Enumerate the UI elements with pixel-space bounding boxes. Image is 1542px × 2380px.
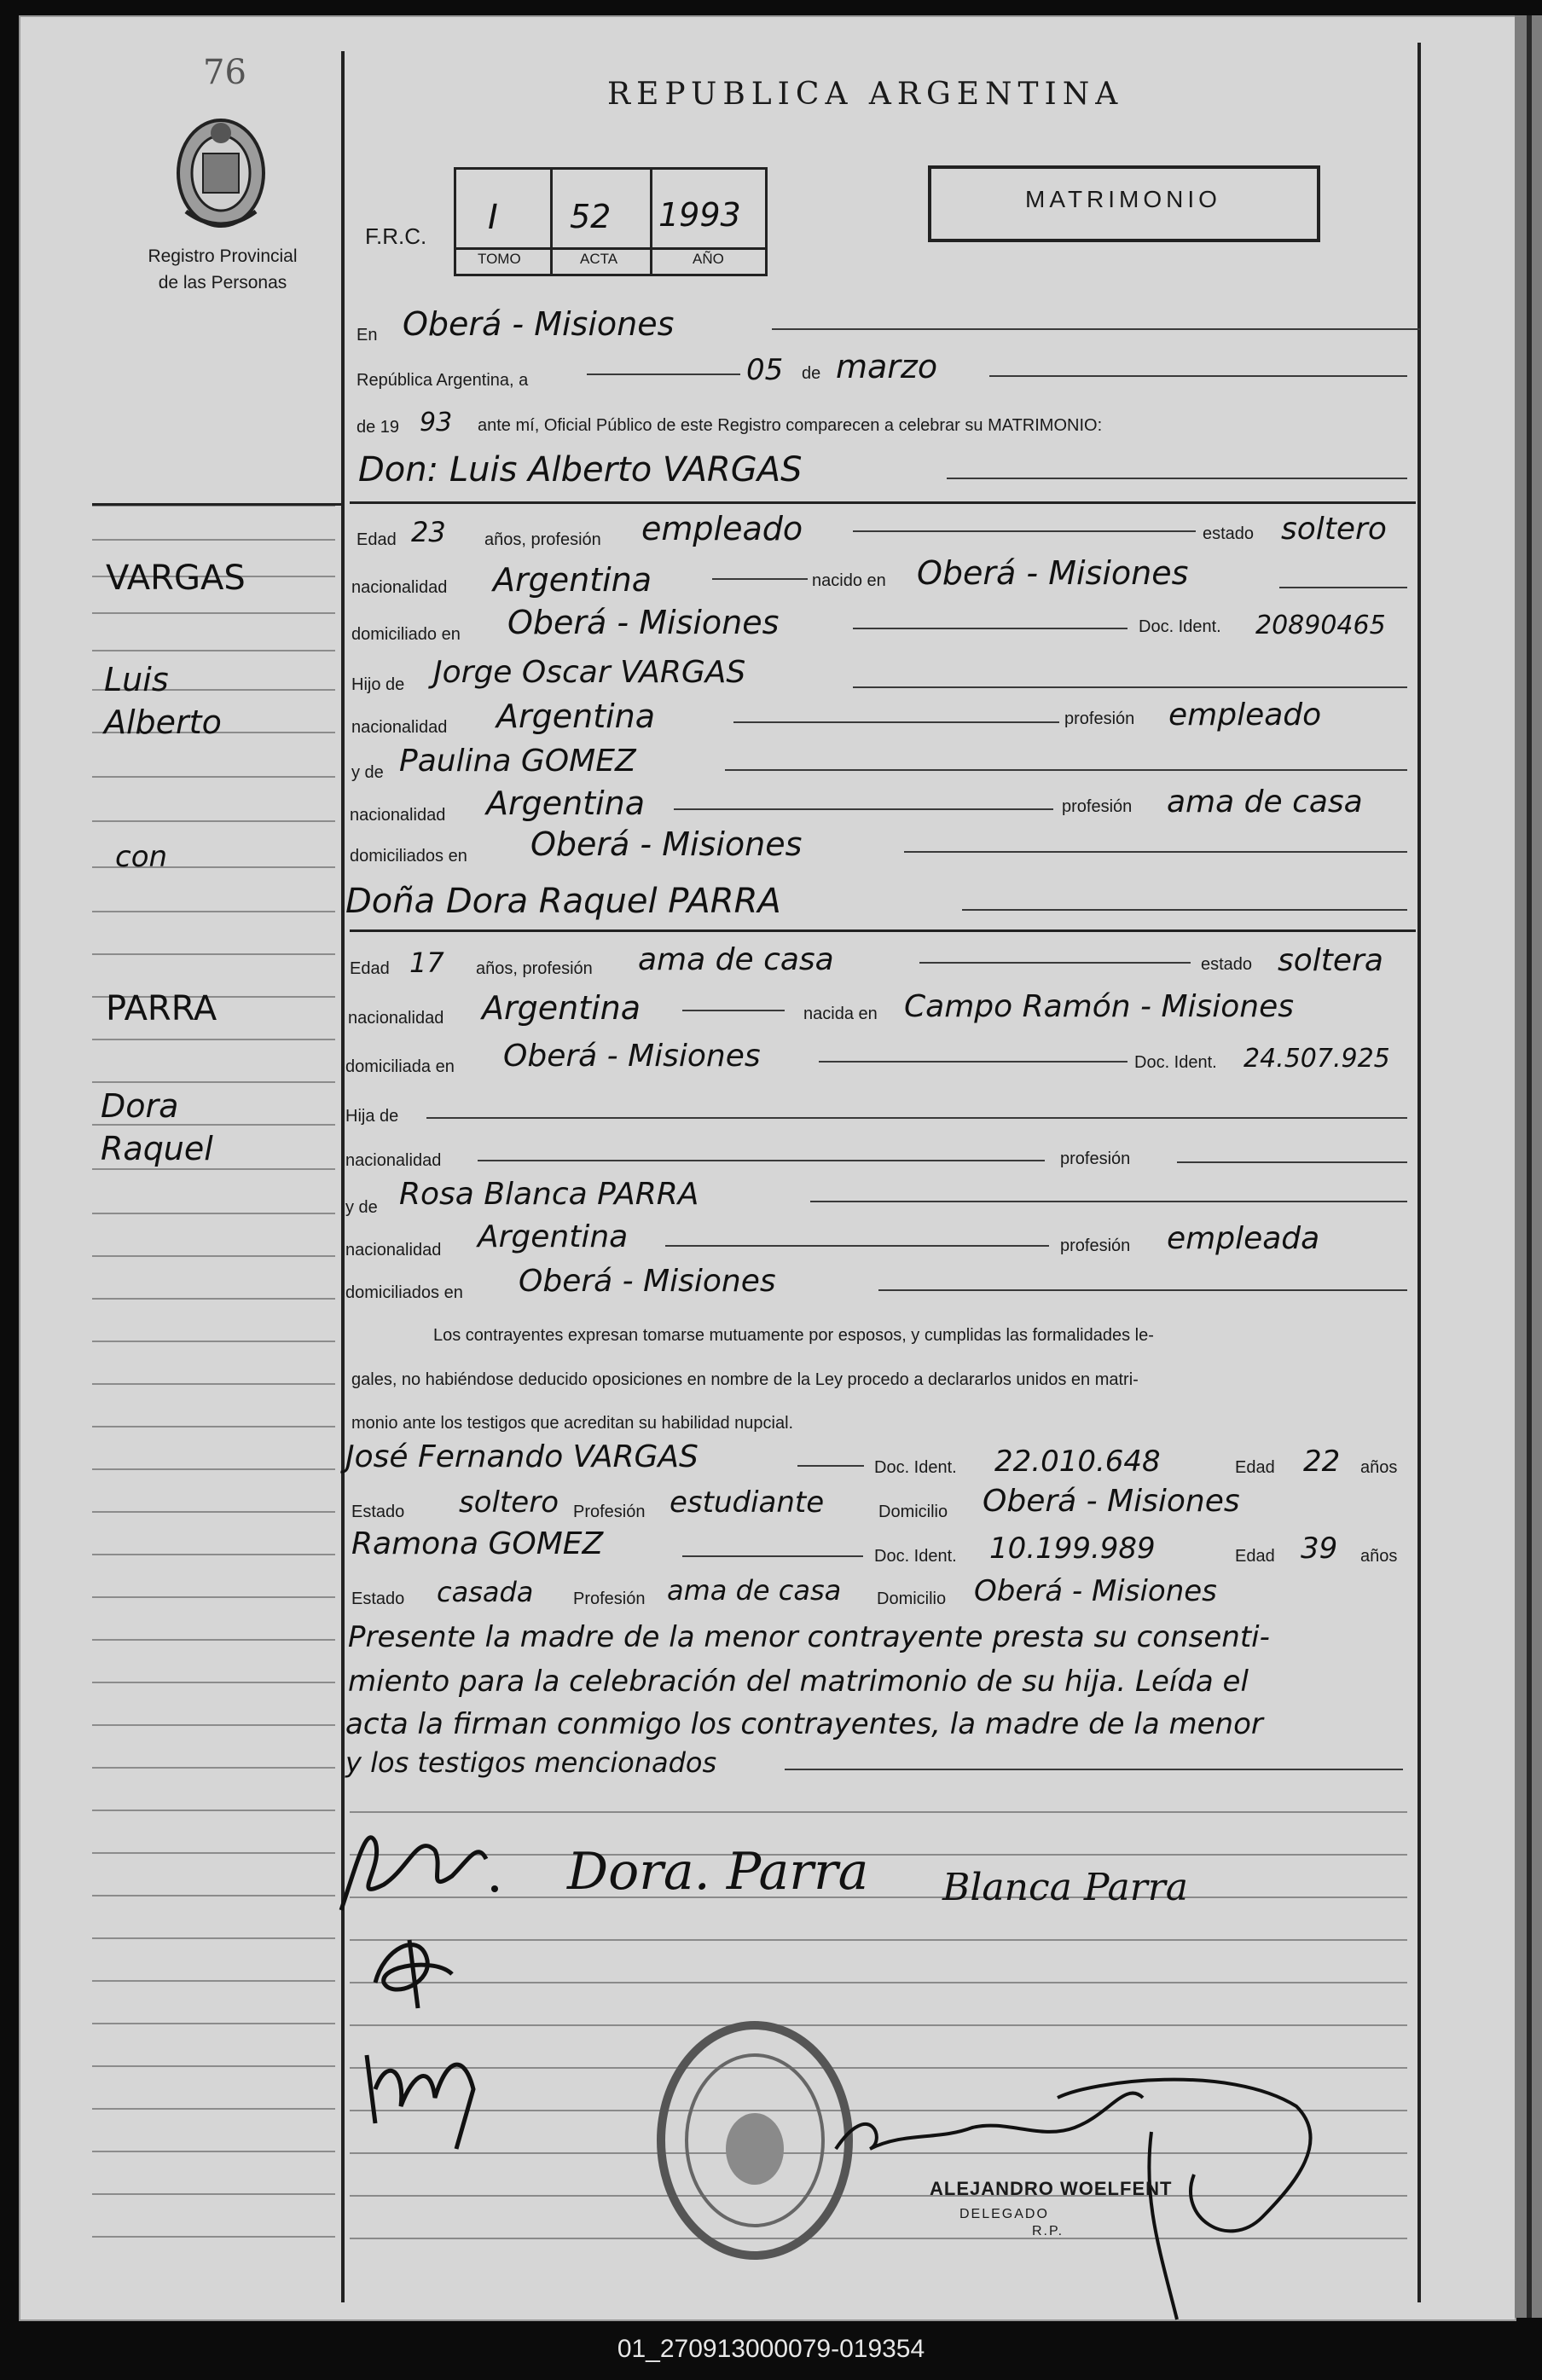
groom-parents-domicile: Oberá - Misiones: [530, 825, 803, 863]
margin-groom-given-2: Alberto: [104, 704, 222, 741]
notes-line-1: Presente la madre de la menor contrayente presta su consenti-: [348, 1620, 1270, 1654]
bride-marital-status: soltera: [1278, 943, 1383, 978]
bride-doc-label: Doc. Ident.: [1134, 1053, 1217, 1072]
groom-yde-label: y de: [351, 763, 384, 782]
bride-profession: ama de casa: [638, 942, 834, 977]
witness-2-doc: 10.199.989: [989, 1532, 1156, 1566]
witness-1-domicilio-label: Domicilio: [878, 1503, 948, 1521]
bride-hija-label: Hija de: [345, 1107, 399, 1126]
book-spine-edge: [1527, 15, 1532, 2318]
republica-label: República Argentina, a: [357, 371, 529, 390]
mother-signature: Blanca Parra: [942, 1866, 1188, 1909]
margin-header-line: [92, 503, 341, 506]
margin-groom-surname: VARGAS: [106, 559, 246, 598]
left-frame-line: [341, 51, 345, 2302]
groom-mother-nat-label: nacionalidad: [350, 806, 446, 825]
groom-nacionalidad-label: nacionalidad: [351, 578, 448, 597]
bride-nacida-label: nacida en: [803, 1005, 878, 1023]
witness-1-age: 22: [1303, 1445, 1341, 1479]
witness-1-doc-label: Doc. Ident.: [874, 1458, 957, 1477]
bride-signature: Dora. Parra: [567, 1842, 869, 1902]
bride-domiciliados-label: domiciliados en: [345, 1283, 463, 1302]
groom-profession: empleado: [641, 510, 803, 547]
groom-mother-nationality: Argentina: [486, 785, 646, 822]
intro-text: ante mí, Oficial Público de este Registro comparecen a celebrar su MATRIMONIO:: [478, 416, 1103, 435]
date-day: 05: [746, 353, 784, 387]
groom-domiciliados-label: domiciliados en: [350, 847, 467, 866]
margin-bride-given-1: Dora: [101, 1087, 179, 1125]
en-label: En: [357, 326, 378, 345]
groom-nacido-label: nacido en: [812, 571, 886, 590]
witness-2-profesion: ama de casa: [667, 1574, 842, 1607]
groom-doc-number: 20890465: [1255, 611, 1386, 640]
image-code: 01_270913000079-019354: [617, 2335, 925, 2363]
groom-domicilio-label: domiciliado en: [351, 625, 461, 644]
bride-yde-label: y de: [345, 1198, 378, 1217]
groom-marital-status: soltero: [1281, 512, 1387, 547]
bride-domicilio-label: domiciliada en: [345, 1057, 455, 1076]
bride-nacionalidad-label: nacionalidad: [348, 1009, 444, 1028]
bride-mother-profession: empleada: [1167, 1221, 1320, 1256]
record-type: MATRIMONIO: [1025, 186, 1221, 212]
witness-1-edad-label: Edad: [1235, 1458, 1275, 1477]
year-prefix: de 19: [357, 418, 400, 437]
witness-2-age: 39: [1301, 1532, 1338, 1566]
groom-anos-profesion: años, profesión: [484, 530, 601, 549]
bride-doc-number: 24.507.925: [1243, 1044, 1390, 1074]
witness-1-doc: 22.010.648: [994, 1445, 1161, 1479]
witness-1-anos-label: años: [1360, 1458, 1398, 1477]
groom-father-profession: empleado: [1168, 698, 1322, 733]
margin-bride-surname: PARRA: [106, 989, 217, 1028]
bride-mother-nationality: Argentina: [478, 1219, 629, 1254]
year-suffix: 93: [420, 408, 453, 437]
tomo-label: TOMO: [478, 251, 521, 267]
registry-subtitle: de las Personas: [158, 273, 287, 292]
groom-birthplace: Oberá - Misiones: [917, 554, 1189, 592]
declaration-line-3: monio ante los testigos que acreditan su habilidad nupcial.: [351, 1414, 794, 1433]
witness-2-anos-label: años: [1360, 1547, 1398, 1566]
acta-label: ACTA: [580, 251, 618, 267]
groom-father-name: Jorge Oscar VARGAS: [433, 655, 746, 690]
witness-2-edad-label: Edad: [1235, 1547, 1275, 1566]
registry-name: Registro Provincial: [148, 246, 298, 266]
groom-edad-label: Edad: [357, 530, 397, 549]
witness-1-estado: soltero: [459, 1485, 559, 1520]
anio-label: AÑO: [693, 251, 724, 267]
witness-2-doc-label: Doc. Ident.: [874, 1547, 957, 1566]
right-frame-line: [1417, 43, 1421, 2302]
tomo-value: I: [488, 198, 498, 237]
groom-full-name: Don: Luis Alberto VARGAS: [358, 450, 803, 489]
bride-nationality: Argentina: [482, 989, 641, 1027]
frc-label: F.R.C.: [365, 223, 427, 249]
groom-age: 23: [411, 516, 446, 548]
bride-father-prof-label: profesión: [1060, 1149, 1131, 1168]
witness-1-name: José Fernando VARGAS: [345, 1439, 699, 1474]
bride-mother-name: Rosa Blanca PARRA: [399, 1177, 699, 1212]
witness-1-profesion-label: Profesión: [573, 1503, 646, 1521]
de-label: de: [802, 364, 821, 383]
bride-mother-prof-label: profesión: [1060, 1236, 1131, 1255]
witness-2-signature: [354, 2021, 507, 2166]
groom-mother-name: Paulina GOMEZ: [399, 744, 636, 779]
anio-value: 1993: [658, 196, 741, 234]
page-number: 76: [203, 53, 246, 92]
bride-birthplace: Campo Ramón - Misiones: [904, 989, 1295, 1024]
bride-parents-domicile: Oberá - Misiones: [519, 1264, 776, 1299]
witness-2-estado-label: Estado: [351, 1590, 405, 1608]
margin-bride-given-2: Raquel: [101, 1130, 213, 1167]
bride-mother-nat-label: nacionalidad: [345, 1241, 442, 1259]
officer-title: DELEGADO: [959, 2207, 1049, 2221]
bride-domicile: Oberá - Misiones: [503, 1039, 761, 1074]
witness-1-signature: [358, 1923, 478, 2017]
groom-father-nat-label: nacionalidad: [351, 718, 448, 737]
witness-1-profesion: estudiante: [670, 1485, 825, 1520]
groom-father-nationality: Argentina: [496, 698, 656, 735]
declaration-line-1: Los contrayentes expresan tomarse mutuamente por esposos, y cumplidas las formalidades le-: [433, 1326, 1154, 1345]
witness-2-domicilio-label: Domicilio: [877, 1590, 947, 1608]
margin-con: con: [115, 840, 168, 874]
bride-age: 17: [409, 947, 444, 979]
groom-mother-prof-label: profesión: [1062, 797, 1133, 816]
witness-2-estado: casada: [437, 1576, 534, 1608]
officer-sub: R.P.: [1032, 2224, 1064, 2238]
place: Oberá - Misiones: [403, 305, 675, 343]
groom-signature: [324, 1808, 512, 1927]
groom-nationality: Argentina: [493, 561, 652, 599]
witness-2-name: Ramona GOMEZ: [351, 1526, 604, 1561]
notes-line-2: miento para la celebración del matrimonio de su hija. Leída el: [348, 1665, 1249, 1699]
notes-line-4: y los testigos mencionados: [345, 1746, 717, 1779]
groom-mother-profession: ama de casa: [1167, 785, 1363, 819]
witness-1-estado-label: Estado: [351, 1503, 405, 1521]
notes-line-3: acta la firman conmigo los contrayentes, la madre de la menor: [345, 1707, 1263, 1741]
bride-edad-label: Edad: [350, 959, 390, 978]
bride-estado-label: estado: [1201, 955, 1253, 974]
bride-full-name: Doña Dora Raquel PARRA: [345, 882, 781, 921]
coat-of-arms-emblem: [169, 109, 273, 237]
declaration-line-2: gales, no habiéndose deducido oposiciones en nombre de la Ley procedo a declararlos unidos en matri-: [351, 1370, 1139, 1389]
officer-name: ALEJANDRO WOELFENT: [930, 2178, 1173, 2199]
groom-hijo-label: Hijo de: [351, 675, 405, 694]
witness-2-domicilio: Oberá - Misiones: [974, 1574, 1217, 1608]
country-title: REPUBLICA ARGENTINA: [607, 77, 1124, 112]
groom-domicile: Oberá - Misiones: [507, 604, 780, 641]
bride-father-nat-label: nacionalidad: [345, 1151, 442, 1170]
margin-groom-given-1: Luis: [104, 661, 169, 698]
groom-estado-label: estado: [1203, 524, 1255, 543]
groom-father-prof-label: profesión: [1064, 709, 1135, 728]
groom-doc-label: Doc. Ident.: [1139, 617, 1221, 636]
date-month: marzo: [836, 348, 938, 385]
acta-value: 52: [570, 198, 612, 235]
witness-1-domicilio: Oberá - Misiones: [983, 1484, 1240, 1519]
bride-anos-profesion: años, profesión: [476, 959, 593, 978]
witness-2-profesion-label: Profesión: [573, 1590, 646, 1608]
